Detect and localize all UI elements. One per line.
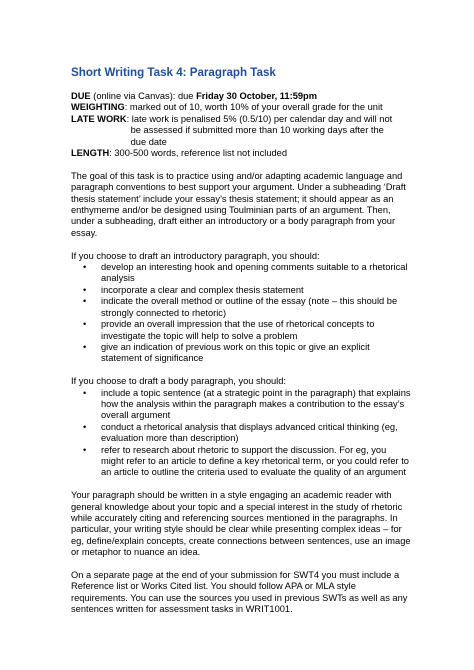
bullet-icon: • [83, 341, 87, 352]
body-list-item [71, 445, 411, 479]
weighting-text: : marked out of 10, worth 10% of your overall grade for the unit [124, 102, 383, 113]
body-list-item-text: include a topic sentence (at a strategic point in the paragraph) that explains how the analysis within the paragraph makes a contribution to the essay’s overall argument [101, 387, 411, 421]
bullet-icon: • [83, 284, 87, 295]
body-list-item [71, 422, 411, 445]
bullet-icon: • [83, 296, 87, 307]
intro-bullet-list [71, 262, 411, 365]
body-list-heading: If you choose to draft a body paragraph, you should: [71, 376, 287, 387]
intro-list-heading: If you choose to draft an introductory paragraph, you should: [71, 250, 320, 261]
spacer [71, 159, 411, 170]
bullet-icon: • [83, 444, 87, 455]
due-text: (online via Canvas): due [90, 91, 197, 101]
due-date: Friday 30 October, 11:59pm [196, 91, 317, 101]
spacer [71, 559, 411, 570]
intro-paragraph: The goal of this task is to practice using and/or adapting academic language and paragraph conventions to best support your argument. Under a subheading ‘Draft thesis statement’ include your essay’s thesis statement; it should appear as an enthymeme and/or be designed using Toulminian parts of an argument. Then, under a subheading, draft either an introductory or a body paragraph from your essay. [71, 170, 406, 238]
document-body [71, 66, 411, 616]
due-line [71, 91, 411, 102]
bullet-icon: • [83, 319, 87, 330]
intro-list-item [71, 285, 411, 296]
body-list-item-text: conduct a rhetorical analysis that displays advanced critical thinking (eg, evaluation more than description) [101, 421, 398, 444]
due-label: DUE [71, 91, 91, 101]
document-title: Short Writing Task 4: Paragraph Task [71, 66, 276, 79]
length-text: : 300-500 words, reference list not included [109, 148, 287, 159]
reference-paragraph: On a separate page at the end of your submission for SWT4 you must include a Reference list or Works Cited list. You should follow APA or MLA style requirements. You can use the sources you used in previous SWTs as well as any sentences written for assessment tasks in WRIT1001. [71, 569, 408, 615]
style-paragraph: Your paragraph should be written in a style engaging an academic reader with general knowledge about your topic and a special interest in the study of rhetoric while accurately citing and referencing sources mentioned in the paragraphs. In particular, your writing style should be clear while presenting complex ideas – for eg, define/explain concepts, create connections between sentences, use an image or metaphor to nuance an idea. [71, 490, 411, 558]
spacer [71, 365, 411, 376]
bullet-icon: • [83, 387, 87, 398]
intro-list-item-text: provide an overall impression that the use of rhetorical concepts to investigate the topic will help to solve a problem [101, 319, 375, 341]
bullet-icon: • [83, 262, 87, 273]
intro-list-item-text: indicate the overall method or outline of the essay (note – this should be strongly connected to rhetoric) [101, 296, 398, 318]
body-list-item [71, 388, 411, 422]
intro-list-item [71, 319, 411, 342]
late-work-text-line1: : late work is penalised 5% (0.5/10) per calendar day and will not [126, 113, 393, 124]
length-label: LENGTH [71, 148, 110, 159]
body-bullet-list [71, 388, 411, 479]
intro-list-item [71, 342, 411, 365]
intro-list-item [71, 262, 411, 285]
spacer [71, 479, 411, 490]
late-work-label: LATE WORK [71, 113, 127, 124]
intro-list-item-text: develop an interesting hook and opening comments suitable to a rhetorical analysis [101, 262, 408, 284]
body-list-item-text: refer to research about rhetoric to support the discussion. For eg, you might refer to an article to define a key rhetorical term, or you could refer to an article to outline the criteria used to evaluate the quality of an argument [101, 444, 409, 478]
late-work-text-line2: be assessed if submitted more than 10 working days after the [130, 125, 384, 136]
length-line [71, 148, 411, 159]
late-work-text-line3: due date [130, 136, 167, 147]
weighting-label: WEIGHTING [71, 102, 125, 113]
weighting-line [71, 102, 411, 113]
bullet-icon: • [83, 421, 87, 432]
intro-list-item [71, 296, 411, 319]
intro-list-item-text: give an indication of previous work on this topic or give an explicit statement of significance [101, 341, 370, 364]
late-work-text [127, 114, 411, 148]
spacer [71, 239, 411, 250]
late-work-line [71, 114, 411, 148]
intro-list-item-text: incorporate a clear and complex thesis statement [101, 284, 304, 295]
